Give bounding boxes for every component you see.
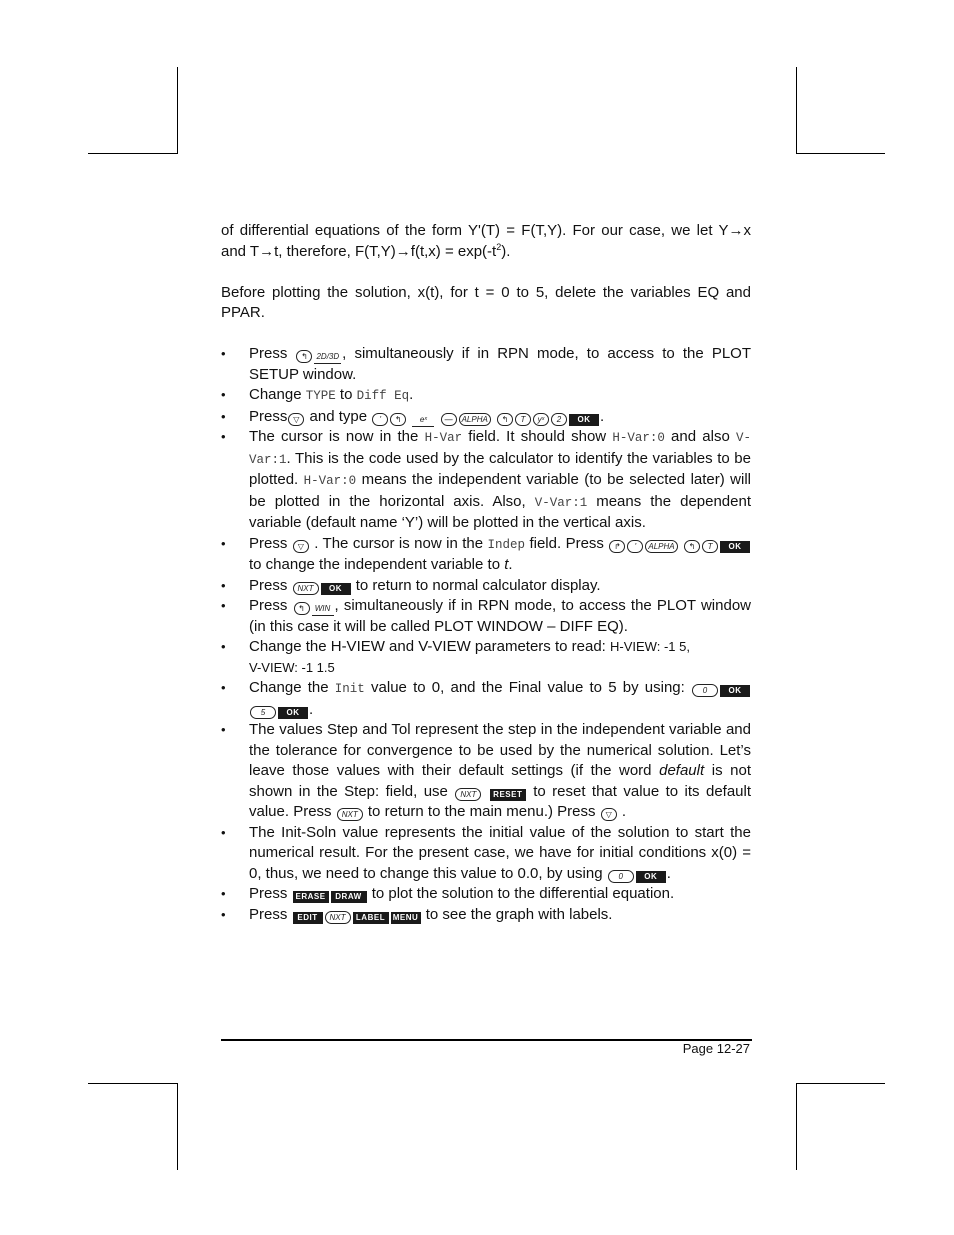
exponent: 2: [496, 241, 502, 252]
delete-variables-paragraph: Before plotting the solution, x(t), for t = 0 to 5, delete the variables EQ and PPAR.: [221, 283, 751, 321]
yx-key: yˣ: [533, 413, 549, 426]
ok-softkey: OK: [720, 541, 750, 553]
list-item: • Change the H-VIEW and V-VIEW parameters to read: H-VIEW: -1 5, V-VIEW: -1 1.5: [221, 637, 751, 678]
2d3d-key: 2D/3D: [314, 351, 341, 364]
label-softkey: LABEL: [353, 912, 389, 924]
alpha-key: ALPHA: [645, 540, 677, 553]
draw-softkey: DRAW: [331, 891, 367, 903]
left-shift-key: ↰: [294, 602, 310, 615]
crop-mark-bottom-right-vertical: [796, 1083, 797, 1170]
crop-mark-top-left-horizontal: [88, 153, 177, 154]
diff-eq-option: Diff Eq: [356, 389, 410, 403]
down-arrow-key: ▽: [293, 540, 309, 553]
nxt-key: NXT: [325, 911, 351, 924]
erase-softkey: ERASE: [293, 891, 329, 903]
left-shift-key: ↰: [296, 350, 312, 363]
page-body: [221, 221, 751, 925]
tick-key: ': [627, 540, 643, 553]
intro-text: of differential equations of the form Y'(T) = F(T,Y). For our case, we let Y→x and T→t, therefore, F(T,Y)→f(t,x) = exp(-t: [221, 222, 751, 260]
zero-key: 0: [692, 684, 718, 697]
list-item: • Press ERASE DRAW to plot the solution to the differential equation.: [221, 884, 751, 905]
ok-softkey: OK: [720, 685, 750, 697]
ok-softkey: OK: [569, 414, 599, 426]
menu-softkey: MENU: [391, 912, 421, 924]
crop-mark-top-left-vertical: [177, 67, 178, 154]
ok-softkey: OK: [636, 871, 666, 883]
right-shift-key: ↱: [609, 540, 625, 553]
left-shift-key: ↰: [390, 413, 406, 426]
crop-mark-bottom-left-horizontal: [88, 1083, 177, 1084]
tick-key: ': [372, 413, 388, 426]
intro-text-end: ).: [501, 242, 511, 260]
intro-paragraph: [221, 221, 751, 262]
list-item: • Change the Init value to 0, and the Final value to 5 by using: 0 OK 5 OK .: [221, 678, 751, 720]
five-key: 5: [250, 706, 276, 719]
list-item: • Press ↰ 2D/3D , simultaneously if in RPN mode, to access to the PLOT SETUP window.: [221, 344, 751, 385]
list-item: • The cursor is now in the H-Var field. It should show H-Var:0 and also V-Var:1. This is the code used by the calculator to identify the variables to be plotted. H-Var:0 means the independent variable (to be selected later) will be plotted in the horizontal axis. Also, V-Var:1 means the dependent variable (default name ‘Y’) will be plotted in the vertical axis.: [221, 427, 751, 534]
list-item: • Press ↰ WIN , simultaneously if in RPN mode, to access the PLOT window (in this case it will be called PLOT WINDOW – DIFF EQ).: [221, 596, 751, 637]
list-item: • Press ▽ and type ' ↰ eˣ — ALPHA ↰ T yˣ 2 OK .: [221, 407, 751, 428]
win-key: WIN: [312, 603, 334, 616]
crop-mark-bottom-left-vertical: [177, 1083, 178, 1170]
t-key: T: [515, 413, 531, 426]
crop-mark-bottom-right-horizontal: [796, 1083, 885, 1084]
ex-key: eˣ: [412, 414, 434, 427]
zero-key: 0: [608, 870, 634, 883]
footer-rule: [221, 1039, 752, 1041]
type-field: TYPE: [305, 389, 336, 403]
list-item: • The Init-Soln value represents the initial value of the solution to start the numerical result. For the present case, we have for initial conditions x(0) = 0, thus, we need to change this value to 0.0, by using 0 OK .: [221, 823, 751, 885]
down-arrow-key: ▽: [288, 413, 304, 426]
nxt-key: NXT: [293, 582, 319, 595]
two-key: 2: [551, 413, 567, 426]
edit-softkey: EDIT: [293, 912, 323, 924]
list-item: • Press ▽ . The cursor is now in the Indep field. Press ↱ ' ALPHA ↰ T OK to change the independent variable to t.: [221, 534, 751, 576]
down-arrow-key: ▽: [601, 808, 617, 821]
list-item: • Press NXT OK to return to normal calculator display.: [221, 576, 751, 597]
alpha-key: ALPHA: [459, 413, 491, 426]
crop-mark-top-right-horizontal: [796, 153, 885, 154]
crop-mark-top-right-vertical: [796, 67, 797, 154]
ok-softkey: OK: [321, 583, 351, 595]
t-key: T: [702, 540, 718, 553]
left-shift-key: ↰: [684, 540, 700, 553]
nxt-key: NXT: [337, 808, 363, 821]
ok-softkey: OK: [278, 707, 308, 719]
left-shift-key: ↰: [497, 413, 513, 426]
reset-softkey: RESET: [490, 789, 526, 801]
instruction-list: [221, 344, 751, 925]
list-item: • Press EDIT NXT LABEL MENU to see the graph with labels.: [221, 905, 751, 926]
list-item: • The values Step and Tol represent the step in the independent variable and the tolerance for convergence to be used by the numerical solution. Let’s leave those values with their default settings (if the word default is not shown in the Step: field, use NXT RESET to reset that value to its default value. Press NXT to return to the main menu.) Press ▽ .: [221, 720, 751, 823]
minus-key: —: [441, 413, 457, 426]
page-number: Page 12-27: [682, 1041, 750, 1056]
nxt-key: NXT: [455, 788, 481, 801]
list-item: • Change TYPE to Diff Eq.: [221, 385, 751, 407]
